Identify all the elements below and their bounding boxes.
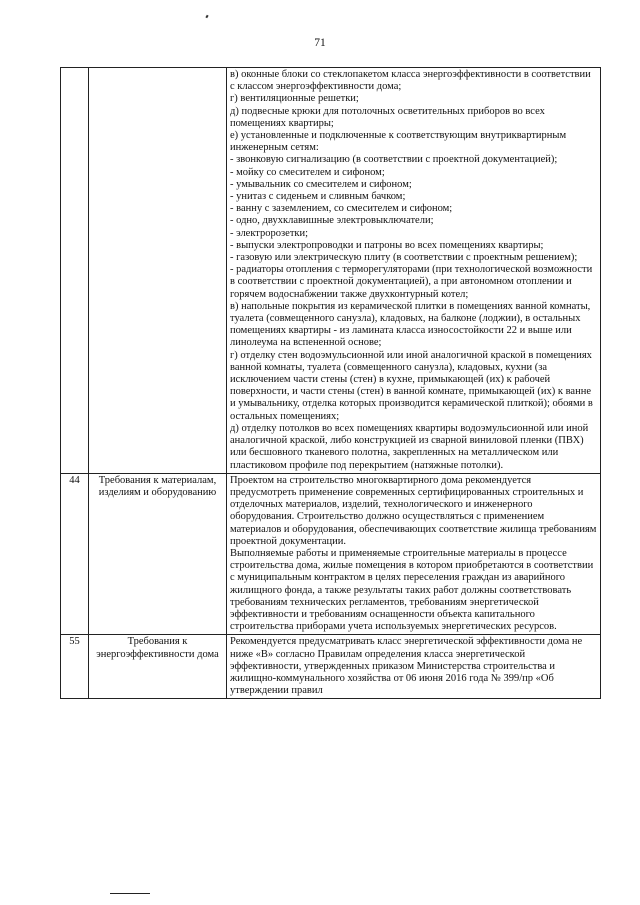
requirement-paragraph: г) вентиляционные решетки; — [230, 93, 359, 105]
requirement-paragraph: д) подвесные крюки для потолочных осветительных приборов во всех помещениях квартиры; — [230, 105, 545, 129]
row-number — [61, 68, 89, 474]
requirement-paragraph: - умывальник со смесителем и сифоном; — [230, 178, 412, 190]
requirement-paragraph: - мойку со смесителем и сифоном; — [230, 166, 385, 178]
requirement-paragraph: д) отделку потолков во всех помещениях квартиры водоэмульсионной или иной аналогичной краской, либо конструкцией из сварной виниловой пленки (ПВХ) или бесшовного тканевого полотна, закрепленных на металлическом или пластиковом профиле под перекрытием (натяжные потолки). — [230, 422, 589, 471]
scan-mark — [205, 15, 208, 19]
requirement-paragraph: Выполняемые работы и применяемые строительные материалы в процессе строительства дома, жилые помещения в котором приобретаются в соответствии с муниципальным контрактом в целях переселения граждан из аварийного жилищного фонда, а также результаты таких работ должны соответствовать требованиям технических регламентов, требованиям энергетической эффективности и требованиям оснащенности объекта капитального строительства приборами учета используемых энергетических ресурсов. — [230, 547, 594, 633]
requirement-paragraph: г) отделку стен водоэмульсионной или иной аналогичной краской в помещениях ванной комнаты, туалета (совмещенного санузла), кладовых, кухни (за исключением части стены (стен) в кухне, примыкающей (их) к рабочей поверхности, и части стены (стен) в ванной комнате, примыкающей (их) к ванне и умывальнику, отделка которых производится керамической плиткой); обоями в остальных помещениях; — [230, 349, 593, 422]
table-row — [61, 635, 601, 699]
requirement-name: Требования к материалам, изделиям и оборудованию — [89, 473, 227, 635]
row-number: 44 — [61, 473, 89, 635]
page-number: 71 — [314, 37, 326, 49]
requirement-text — [227, 68, 601, 474]
requirements-table — [60, 67, 601, 699]
requirement-paragraph: в) напольные покрытия из керамической плитки в помещениях ванной комнаты, туалета (совмещенного санузла), кладовых, на балконе (лоджии), в остальных помещениях квартиры - из ламината класса износостойкости 22 и выше или линолеума на вспененной основе; — [230, 300, 591, 349]
requirement-paragraph: - газовую или электрическую плиту (в соответствии с проектным решением); — [230, 252, 578, 264]
requirement-paragraph: - ванну с заземлением, со смесителем и сифоном; — [230, 203, 453, 215]
requirement-paragraph: - звонковую сигнализацию (в соответствии с проектной документацией); — [230, 154, 558, 166]
requirement-paragraph: е) установленные и подключенные к соответствующим внутриквартирным инженерным сетям: — [230, 130, 567, 154]
table-row — [61, 68, 601, 474]
requirement-name — [89, 68, 227, 474]
requirement-paragraph: - радиаторы отопления с терморегуляторами (при технологической возможности в соответствии с проектной документацией), а при автономном отоплении и горячем водоснабжении также двухконтурный котел; — [230, 264, 593, 300]
requirement-paragraph: Проектом на строительство многоквартирного дома рекомендуется предусмотреть применение современных сертифицированных строительных и отделочных материалов, изделий, технологического и инженерного оборудования. Строительство должно осуществляться с применением материалов и оборудования, обеспечивающих соответствие жилища требованиям проектной документации. — [230, 474, 597, 547]
requirement-paragraph: - унитаз с сиденьем и сливным бачком; — [230, 191, 406, 203]
requirement-paragraph: в) оконные блоки со стеклопакетом класса энергоэффективности в соответствии с классом энергоэффективности дома; — [230, 69, 591, 93]
table-row — [61, 473, 601, 635]
row-number: 55 — [61, 635, 89, 699]
requirement-paragraph: - одно, двухклавишные электровыключатели; — [230, 215, 434, 227]
requirement-name: Требования к энергоэффективности дома — [89, 635, 227, 699]
footer-line — [110, 893, 150, 894]
requirement-text — [227, 635, 601, 699]
requirement-text — [227, 473, 601, 635]
requirement-paragraph: Рекомендуется предусматривать класс энергетической эффективности дома не ниже «В» согласно Правилам определения класса энергетической эффективности, утвержденных приказом Министерства строительства и жилищно-коммунального хозяйства от 06 июня 2016 года № 399/пр «Об утверждении правил — [230, 636, 583, 697]
requirement-paragraph: - выпуски электропроводки и патроны во всех помещениях квартиры; — [230, 239, 544, 251]
requirement-paragraph: - электророзетки; — [230, 227, 309, 239]
